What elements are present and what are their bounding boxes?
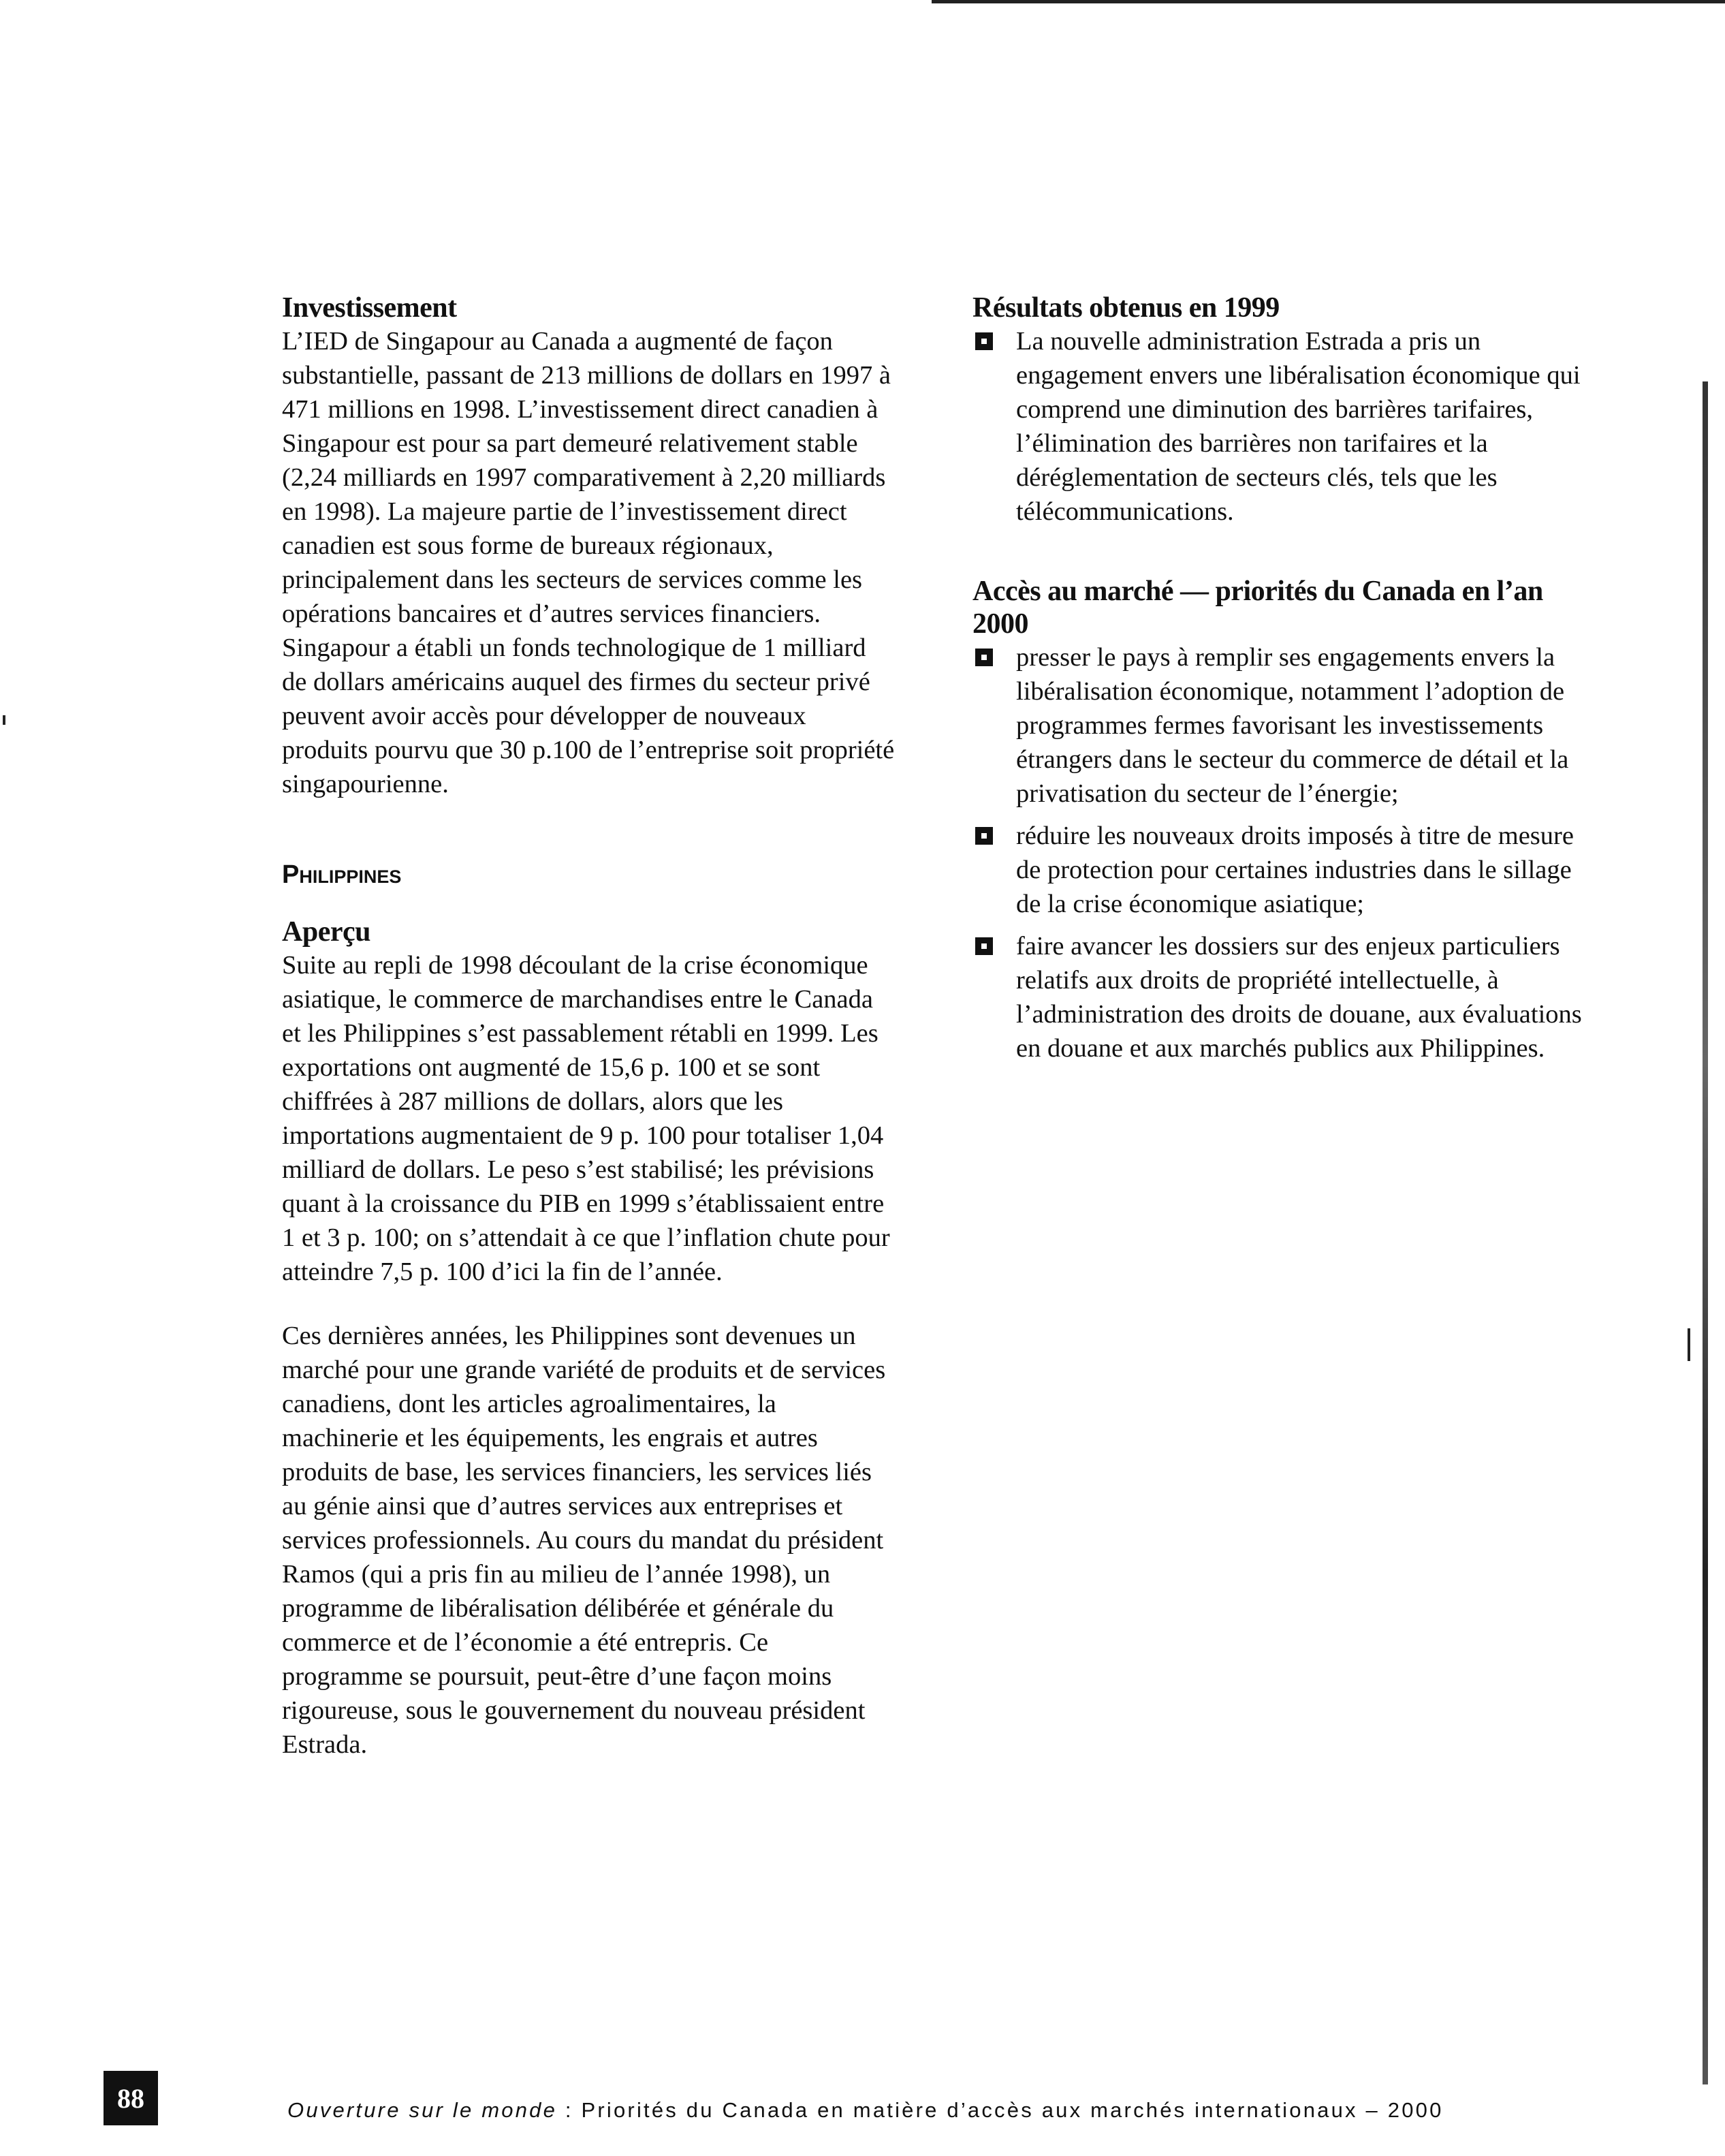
square-bullet-icon: [975, 649, 993, 666]
section-investissement: [282, 292, 895, 801]
top-rule: [932, 0, 1725, 3]
square-bullet-icon: [975, 332, 993, 350]
acces-list: [972, 640, 1592, 1065]
apercu-paragraph-2: Ces dernières années, les Philippines sont devenues un marché pour une grande variété de produits et de services canadiens, dont les articles agroalimentaires, la machinerie et les équipements, les engrais et autres produits de base, les services financiers, les services liés au génie ainsi que d’autres services aux entreprises et services professionnels. Au cours du mandat du président Ramos (qui a pris fin au milieu de l’année 1998), un programme de libéralisation délibérée et générale du commerce et de l’économie a été entrepris. Ce programme se poursuit, peut-être d’une façon moins rigoureuse, sous le gouvernement du nouveau président Estrada.: [282, 1322, 886, 1759]
square-bullet-icon: [975, 827, 993, 845]
list-item-text: réduire les nouveaux droits imposés à titre de mesure de protection pour certaines industries dans le sillage de la crise économique asiatique;: [1016, 822, 1574, 918]
scan-edge-shadow: [1703, 381, 1708, 2084]
right-column: [972, 292, 1592, 1074]
publication-subtitle: : Priorités du Canada en matière d’accès aux marchés internationaux – 2000: [557, 2098, 1444, 2122]
apercu-paragraph-1: Suite au repli de 1998 découlant de la crise économique asiatique, le commerce de marchandises entre le Canada et les Philippines s’est passablement rétabli en 1999. Les exportations ont augmenté de 15,6 p. 100 et se sont chiffrées à 287 millions de dollars, alors que les importations augmentaient de 9 p. 100 pour totaliser 1,04 milliard de dollars. Le peso s’est stabilisé; les prévisions quant à la croissance du PIB en 1999 s’établissaient entre 1 et 3 p. 100; on s’attendait à ce que l’inflation chute pour atteindre 7,5 p. 100 d’ici la fin de l’année.: [282, 951, 890, 1286]
list-item-text: La nouvelle administration Estrada a pris un engagement envers une libéralisation économique qui comprend une diminution des barrières tarifaires, l’élimination des barrières non tarifaires et la déréglementation de secteurs clés, tels que les télécommunications.: [1016, 327, 1581, 526]
list-item-text: presser le pays à remplir ses engagements envers la libéralisation économique, notamment l’adoption de programmes fermes favorisant les investissements étrangers dans le secteur du commerce de détail et la privatisation du secteur de l’énergie;: [1016, 643, 1569, 808]
page-number: 88: [104, 2071, 158, 2125]
investissement-heading: Investissement: [282, 292, 457, 324]
list-item: [972, 640, 1592, 811]
list-item: [972, 324, 1592, 529]
scan-mark: [3, 715, 5, 725]
left-column: [282, 292, 895, 1762]
resultats-list: [972, 324, 1592, 529]
apercu-heading: Aperçu: [282, 916, 370, 948]
publication-title: Ouverture sur le monde: [287, 2098, 558, 2122]
list-item: [972, 929, 1592, 1065]
section-apercu: [282, 916, 895, 1762]
country-heading: Philippines: [282, 860, 402, 889]
section-resultats: [972, 292, 1592, 529]
list-item: [972, 819, 1592, 921]
resultats-heading: Résultats obtenus en 1999: [972, 292, 1280, 324]
section-acces-marche: [972, 575, 1592, 1065]
investissement-paragraph: L’IED de Singapour au Canada a augmenté de façon substantielle, passant de 213 millions de dollars en 1997 à 471 millions en 1998. L’investissement direct canadien à Singapour est pour sa part demeuré relativement stable (2,24 milliards en 1997 comparativement à 2,20 milliards en 1998). La majeure partie de l’investissement direct canadien est sous forme de bureaux régionaux, principalement dans les secteurs de services comme les opérations bancaires et d’autres services financiers. Singapour a établi un fonds technologique de 1 milliard de dollars américains auquel des firmes du secteur privé peuvent avoir accès pour développer de nouveaux produits pourvu que 30 p.100 de l’entreprise soit propriété singapourienne.: [282, 327, 895, 798]
acces-heading: Accès au marché — priorités du Canada en l’an 2000: [972, 576, 1543, 640]
square-bullet-icon: [975, 937, 993, 955]
running-footer: [287, 2098, 1581, 2123]
scan-mark: [1688, 1328, 1690, 1361]
list-item-text: faire avancer les dossiers sur des enjeux particuliers relatifs aux droits de propriété intellectuelle, à l’administration des droits de douane, aux évaluations en douane et aux marchés publics aux Philippines.: [1016, 932, 1582, 1063]
